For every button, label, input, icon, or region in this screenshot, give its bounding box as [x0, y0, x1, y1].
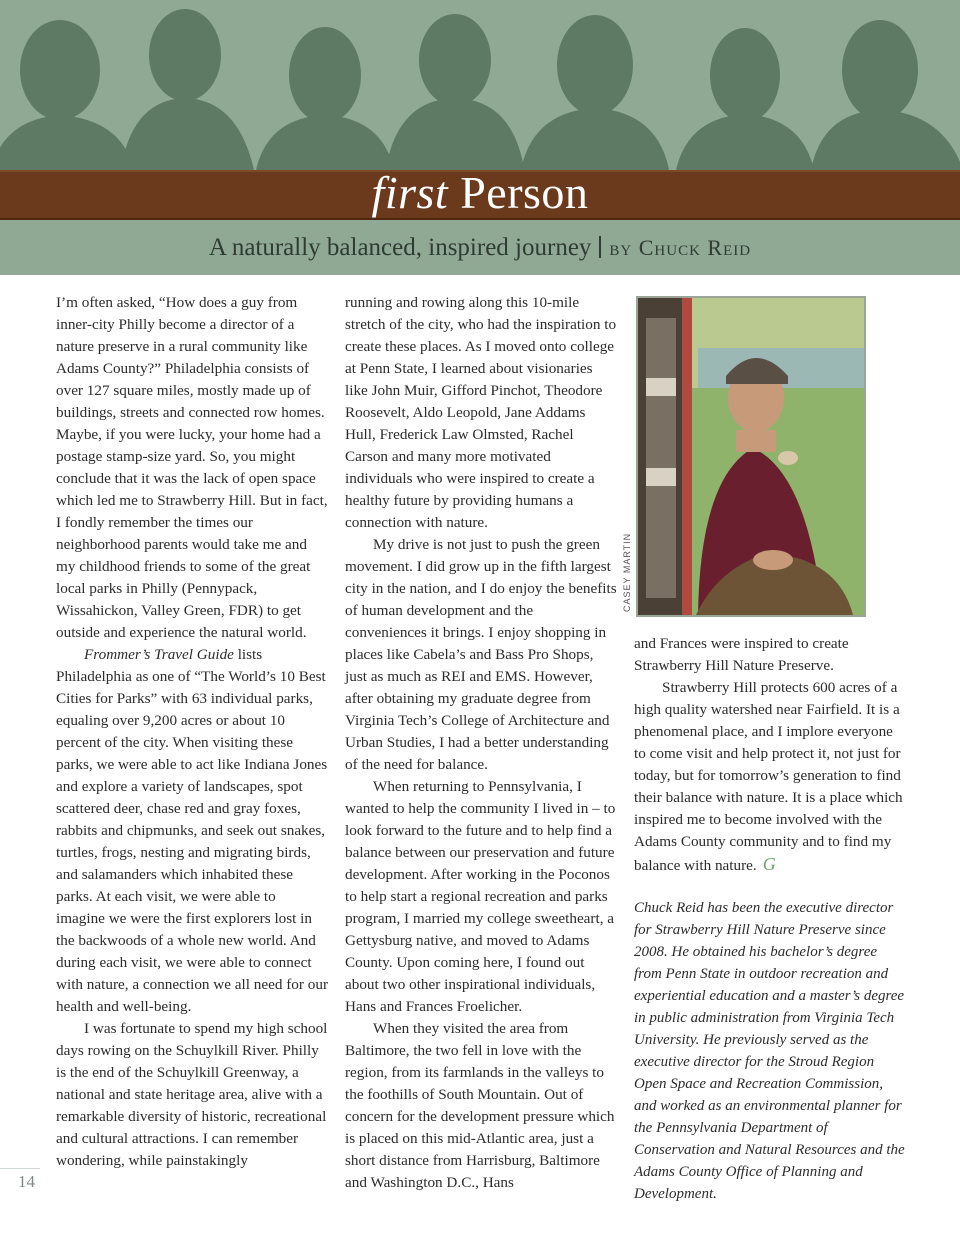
page-number: 14 — [18, 1172, 35, 1191]
paragraph: When they visited the area from Baltimore, the two fell in love with the region, from its farmlands in the valleys to the foothills of South Mountain. Out of concern for the development pressure which is placed on this mid-Atlantic area, just a short distance from Harrisburg, Baltimore and Washington D.C., Hans — [345, 1020, 615, 1191]
portrait-photo — [636, 296, 866, 617]
author-bio: Chuck Reid has been the executive director for Strawberry Hill Nature Preserve since 2008. He obtained his bachelor’s degree from Penn State in outdoor recreation and experiential education and a master’s degree in public administration from Virginia Tech University. He previously served as the executive director for the Stroud Region Open Space and Recreation Commission, and worked as an environmental planner for the Pennsylvania Department of Conservation and Natural Resources and the Adams County Office of Planning and Development. — [634, 900, 905, 1202]
subtitle-text: A naturally balanced, inspired journey — [208, 234, 592, 261]
subtitle — [0, 231, 960, 265]
paragraph: running and rowing along this 10-mile stretch of the city, who had the inspiration to create these places. As I moved onto college at Penn State, I learned about visionaries like John Muir, Gifford Pinchot, Theodore Roosevelt, Aldo Leopold, Jane Addams Hull, Frederick Law Olmsted, Rachel Carson and many more motivated individuals who were inspired to create a healthy future by providing humans a connection with nature. — [345, 294, 617, 531]
paragraph — [56, 644, 328, 1018]
paragraph: When returning to Pennsylvania, I wanted to help the community I lived in – to look forward to the future and to help find a balance between our preservation and future development. After working in the Poconos to help start a regional recreation and parks program, I married my college sweetheart, a Gettysburg native, and moved to Adams County. Upon coming here, I found out about two other inspirational individuals, Hans and Frances Froelicher. — [345, 778, 616, 1015]
paragraph: My drive is not just to push the green movement. I did grow up in the fifth largest city in the nation, and I do enjoy the benefits of human development and the conveniences it brings. I enjoy shopping in places like Cabela’s and Bass Pro Shops, just as much as REI and EMS. However, after obtaining my graduate degree from Virginia Tech’s College of Architecture and Urban Studies, I had a better understanding of the need for balance. — [345, 536, 617, 773]
photo-credit: CASEY MARTIN — [622, 532, 632, 612]
paragraph-text: lists Philadelphia as one of “The World’s 10 Best Cities for Parks” with 63 individual parks, equaling over 9,200 acres or about 10 percent of the city. When visiting these parks, we were able to act like Indiana Jones and explore a variety of landscapes, spot scattered deer, chase red and gray foxes, rabbits and chipmunks, and seek out snakes, turtles, frogs, nesting and migrating birds, and salamanders which inhabited these parks. At each visit, we were able to imagine we were the first explorers lost in the backwoods of a whole new world. And during each visit, we were able to connect with nature, a connection we all need for our health and well-being. — [56, 646, 329, 1015]
title-rest: Person — [460, 167, 589, 218]
end-mark-icon: G — [762, 854, 776, 874]
page-number-rule — [0, 1168, 40, 1169]
article-column-2 — [345, 292, 617, 1194]
header-banner — [0, 0, 960, 275]
title-italic: first — [371, 167, 449, 218]
paragraph: and Frances were inspired to create Strawberry Hill Nature Preserve. — [634, 635, 849, 674]
paragraph: I’m often asked, “How does a guy from inner-city Philly become a director of a nature preserve in a rural community like Adams County?” Philadelphia consists of over 127 square miles, mostly made up of buildings, streets and connected row homes. Maybe, if you were lucky, your home had a postage stamp-size yard. So, you might conclude that it was the lack of open space which led me to Strawberry Hill. But in fact, I fondly remember the times our neighborhood parents would take me and my childhood friends to some of the great local parks in Philly (Pennypack, Wissahickon, Valley Green, FDR) to get outside and experience the natural world. — [56, 294, 328, 641]
portrait-photo-icon — [638, 298, 864, 615]
page-title — [0, 166, 960, 220]
article-column-1 — [56, 292, 328, 1172]
subtitle-divider — [599, 236, 601, 258]
article-column-3 — [634, 633, 906, 877]
paragraph-text: Strawberry Hill protects 600 acres of a high quality watershed near Fairfield. It is a phenomenal place, and I implore everyone to come visit and help protect it, not just for today, but for tomorrow’s generation to find their balance with nature. It is a place which inspired me to become involved with the Adams County community and to find my balance with nature. — [634, 679, 903, 874]
paragraph: I was fortunate to spend my high school days rowing on the Schuylkill River. Philly is the end of the Schuylkill Greenway, a national and state heritage area, alive with a remarkable diversity of historic, recreational and cultural attractions. I can remember wondering, while painstakingly — [56, 1020, 328, 1169]
paragraph — [634, 677, 906, 877]
book-title: Frommer’s Travel Guide — [84, 646, 234, 663]
byline: by Chuck Reid — [609, 235, 752, 260]
